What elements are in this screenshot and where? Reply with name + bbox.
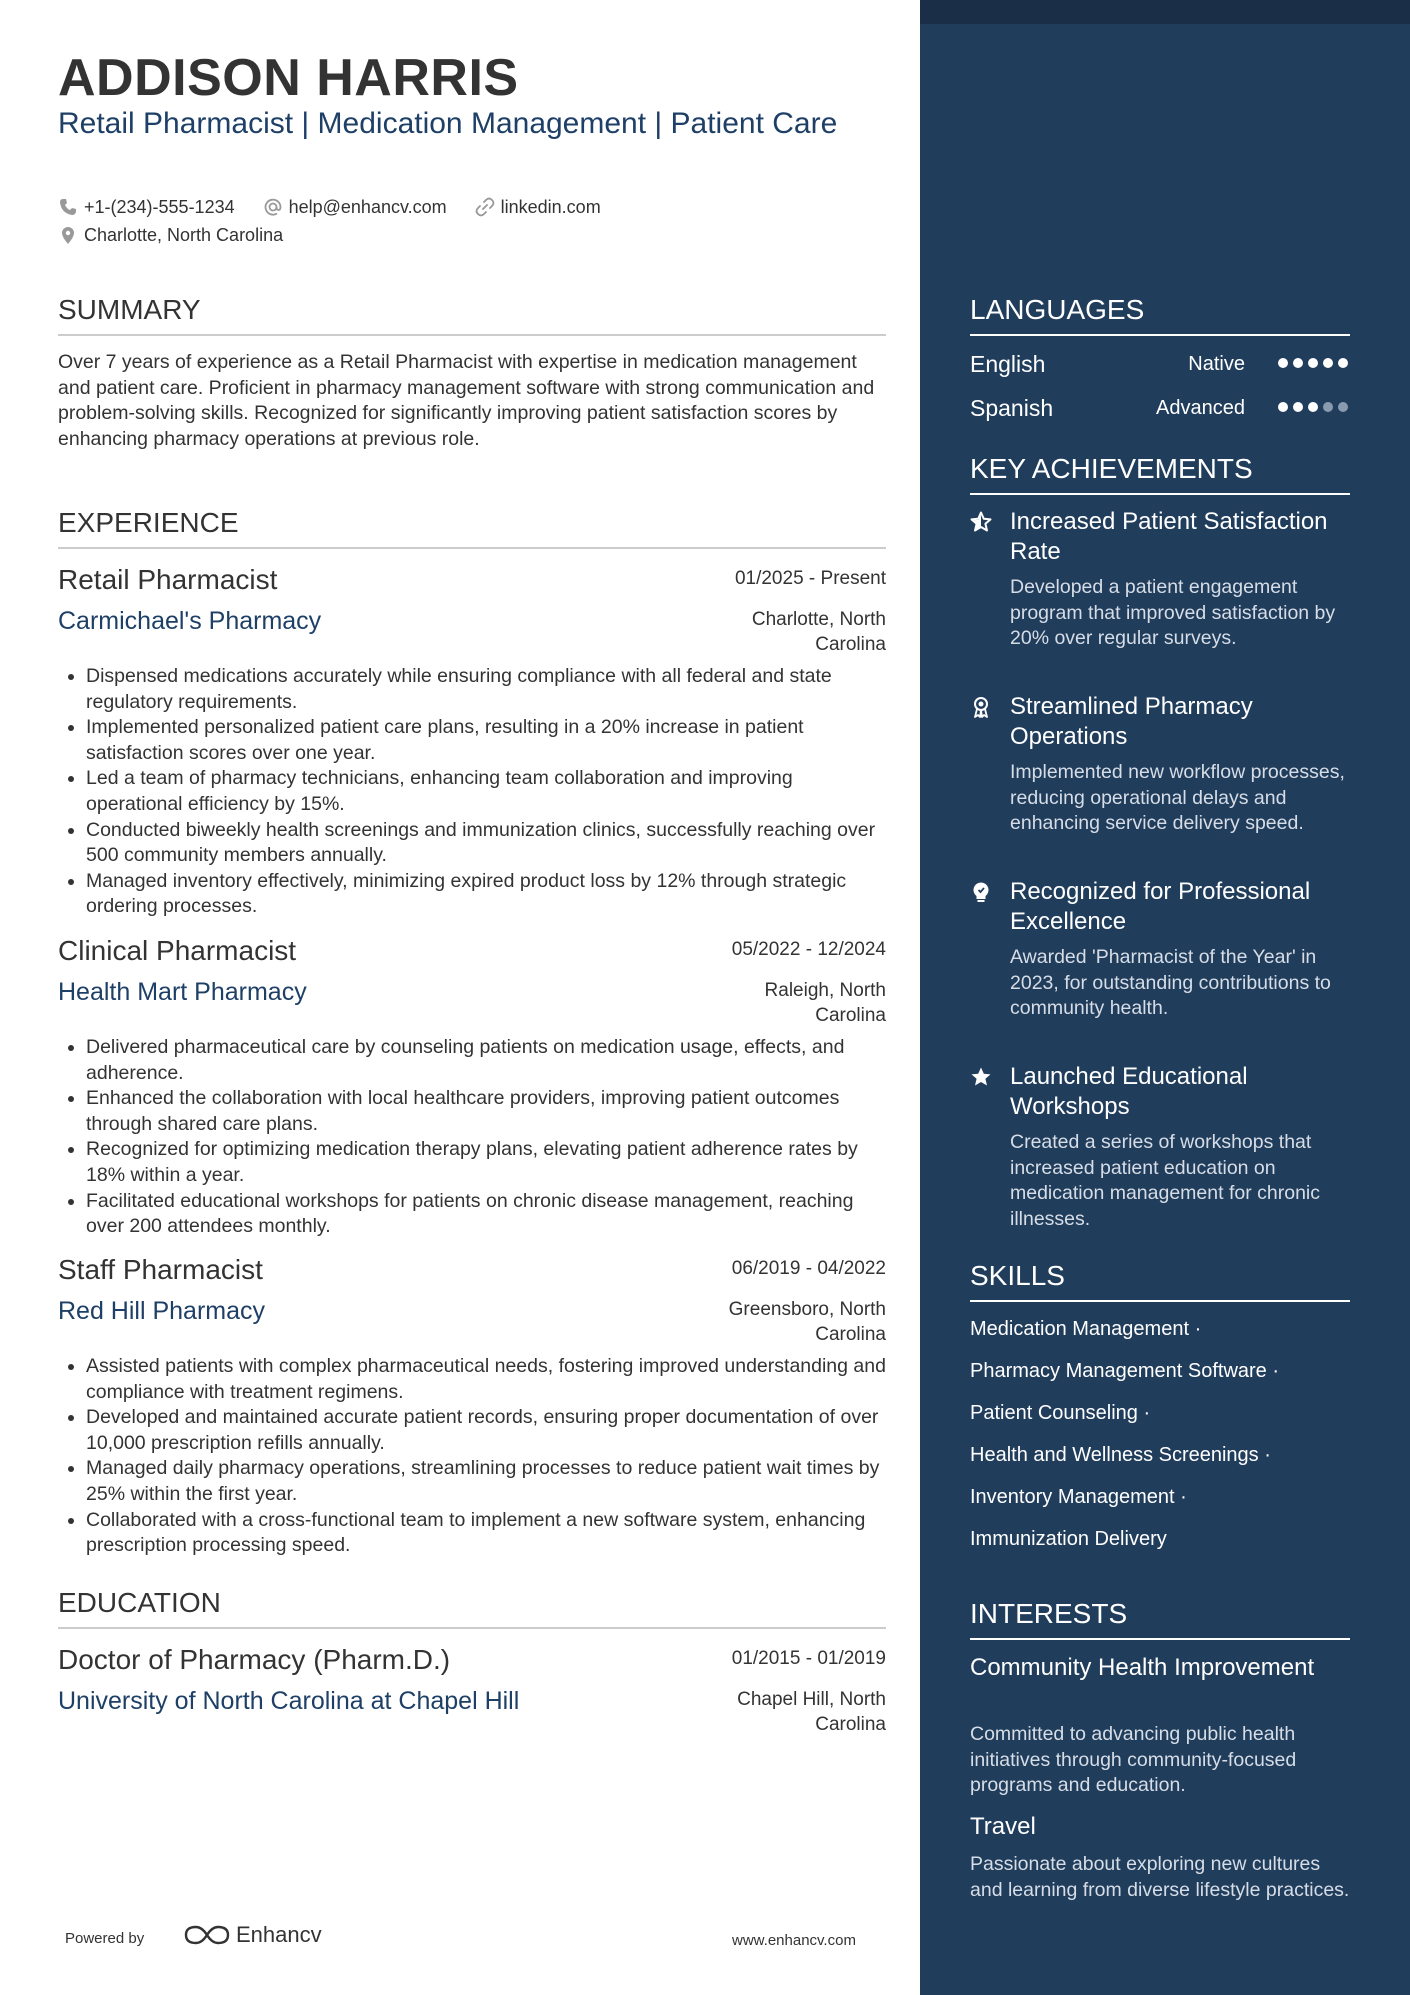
achievement-description: Developed a patient engagement program that improved satisfaction by 20% over regular surveys. xyxy=(1010,576,1336,650)
proficiency-dot xyxy=(1323,402,1333,412)
job-bullets xyxy=(58,1035,886,1240)
summary-text: Over 7 years of experience as a Retail Pharmacist with expertise in medication management and patient care. Proficient in pharmacy management software with strong communication and problem-solving skills. Recognized for significantly improving patient satisfaction scores by enhancing pharmacy operations at previous role. xyxy=(58,351,875,450)
link-icon xyxy=(475,197,495,217)
linkedin-contact[interactable] xyxy=(475,193,601,221)
lightbulb-icon xyxy=(970,881,992,903)
candidate-name: ADDISON HARRIS xyxy=(58,49,519,107)
skill-item: Health and Wellness Screenings · xyxy=(970,1444,1271,1466)
brand-name: Enhancv xyxy=(236,1922,322,1947)
bullet: • Recognized for optimizing medication therapy plans, elevating patient adherence rates by 18% within a year. xyxy=(86,1137,886,1188)
proficiency-dot xyxy=(1278,402,1288,412)
school: University of North Carolina at Chapel Hill xyxy=(58,1687,520,1715)
location-pin-icon xyxy=(58,225,78,245)
proficiency-dot xyxy=(1308,358,1318,368)
bullet: • Delivered pharmaceutical care by counseling patients on medication usage, effects, and adherence. xyxy=(86,1035,886,1086)
achievement-description: Implemented new workflow processes, reducing operational delays and enhancing service delivery speed. xyxy=(1010,761,1345,835)
enhancv-logo-icon xyxy=(184,1923,230,1947)
proficiency-dot xyxy=(1278,358,1288,368)
sidebar xyxy=(920,0,1410,1995)
bullet: • Developed and maintained accurate patient records, ensuring proper documentation of over 10,000 prescription refills annually. xyxy=(86,1405,886,1456)
skill-item: Pharmacy Management Software · xyxy=(970,1360,1280,1382)
interests-heading: INTERESTS xyxy=(970,1596,1350,1640)
job-location: Charlotte, North Carolina xyxy=(751,609,886,655)
achievement-title: Recognized for Professional Excellence xyxy=(1010,878,1311,935)
email-contact[interactable] xyxy=(263,193,447,221)
proficiency-dots xyxy=(1278,358,1348,368)
skill-item: Medication Management · xyxy=(970,1318,1202,1340)
proficiency-dot xyxy=(1293,358,1303,368)
award-icon xyxy=(970,696,992,718)
education-dates: 01/2015 - 01/2019 xyxy=(731,1648,886,1669)
proficiency-dot xyxy=(1338,358,1348,368)
bullet: • Conducted biweekly health screenings and immunization clinics, successfully reaching over 500 community members annually. xyxy=(86,818,886,869)
proficiency-dots xyxy=(1278,402,1348,412)
job-company: Red Hill Pharmacy xyxy=(58,1297,266,1325)
bullet: • Led a team of pharmacy technicians, enhancing team collaboration and improving operational efficiency by 15%. xyxy=(86,766,886,817)
bullet: • Enhanced the collaboration with local healthcare providers, improving patient outcomes through shared care plans. xyxy=(86,1086,886,1137)
achievement-description: Awarded 'Pharmacist of the Year' in 2023, for outstanding contributions to community health. xyxy=(1010,946,1331,1020)
language-level: Native xyxy=(1188,353,1245,375)
headline: Retail Pharmacist | Medication Management | Patient Care xyxy=(58,107,838,140)
job-bullets xyxy=(58,664,886,920)
job-title: Retail Pharmacist xyxy=(58,564,278,595)
sidebar-top-bar xyxy=(920,0,1410,24)
proficiency-dot xyxy=(1323,358,1333,368)
footer-url[interactable]: www.enhancv.com xyxy=(732,1932,856,1949)
interest-description: Passionate about exploring new cultures and learning from diverse lifestyle practices. xyxy=(970,1853,1350,1901)
contact-info xyxy=(58,193,601,249)
skill-item: Inventory Management · xyxy=(970,1486,1187,1508)
bullet: • Managed inventory effectively, minimizing expired product loss by 12% through strategic ordering processes. xyxy=(86,869,886,920)
job-bullets xyxy=(58,1354,886,1559)
summary-heading: SUMMARY xyxy=(58,292,886,336)
achievement-description: Created a series of workshops that increased patient education on medication management for chronic illnesses. xyxy=(1010,1131,1320,1230)
achievements-heading: KEY ACHIEVEMENTS xyxy=(970,451,1350,495)
skill-item: Immunization Delivery xyxy=(970,1528,1167,1550)
location-contact xyxy=(58,221,283,249)
degree: Doctor of Pharmacy (Pharm.D.) xyxy=(58,1644,451,1675)
language-name: English xyxy=(970,351,1046,377)
achievement-title: Launched Educational Workshops xyxy=(1010,1063,1248,1120)
job-dates: 01/2025 - Present xyxy=(734,568,886,589)
education-location: Chapel Hill, North Carolina xyxy=(737,1689,886,1735)
job-company: Carmichael's Pharmacy xyxy=(58,607,322,635)
bullet: • Implemented personalized patient care plans, resulting in a 20% increase in patient satisfaction scores over one year. xyxy=(86,715,886,766)
language-row xyxy=(970,349,1350,379)
job-location: Raleigh, North Carolina xyxy=(764,980,886,1026)
language-name: Spanish xyxy=(970,395,1054,421)
job-title: Clinical Pharmacist xyxy=(58,935,297,966)
star-icon xyxy=(970,1066,992,1088)
experience-heading: EXPERIENCE xyxy=(58,505,886,549)
bullet: • Dispensed medications accurately while ensuring compliance with all federal and state regulatory requirements. xyxy=(86,664,886,715)
skills-heading: SKILLS xyxy=(970,1258,1350,1302)
job-dates: 05/2022 - 12/2024 xyxy=(731,939,886,960)
at-sign-icon xyxy=(263,197,283,217)
interest-title: Travel xyxy=(970,1813,1036,1840)
star-outline-icon xyxy=(970,511,992,533)
phone-contact xyxy=(58,193,235,221)
language-row xyxy=(970,393,1350,423)
job-location: Greensboro, North Carolina xyxy=(728,1299,886,1345)
enhancv-logo[interactable] xyxy=(184,1922,322,1948)
bullet: • Collaborated with a cross-functional team to implement a new software system, enhancing prescription processing speed. xyxy=(86,1508,886,1559)
bullet: • Assisted patients with complex pharmaceutical needs, fostering improved understanding and compliance with treatment regimens. xyxy=(86,1354,886,1405)
job-dates: 06/2019 - 04/2022 xyxy=(731,1258,886,1279)
email-link[interactable]: help@enhancv.com xyxy=(288,197,447,217)
phone-icon xyxy=(58,197,78,217)
bullet: • Facilitated educational workshops for patients on chronic disease management, reaching over 200 attendees monthly. xyxy=(86,1189,886,1240)
bullet: • Managed daily pharmacy operations, streamlining processes to reduce patient wait times by 25% within the first year. xyxy=(86,1456,886,1507)
linkedin-link[interactable]: linkedin.com xyxy=(500,197,601,217)
proficiency-dot xyxy=(1293,402,1303,412)
skill-item: Patient Counseling · xyxy=(970,1402,1151,1424)
job-company: Health Mart Pharmacy xyxy=(58,978,307,1006)
proficiency-dot xyxy=(1338,402,1348,412)
powered-by-label: Powered by xyxy=(65,1930,145,1947)
proficiency-dot xyxy=(1308,402,1318,412)
interest-description: Committed to advancing public health initiatives through community-focused programs and education. xyxy=(970,1723,1297,1797)
achievement-title: Increased Patient Satisfaction Rate xyxy=(1010,508,1328,565)
achievement-title: Streamlined Pharmacy Operations xyxy=(1010,693,1253,750)
job-title: Staff Pharmacist xyxy=(58,1254,263,1285)
interest-title: Community Health Improvement xyxy=(970,1654,1315,1681)
languages-heading: LANGUAGES xyxy=(970,292,1350,336)
phone-text: +1-(234)-555-1234 xyxy=(84,197,235,217)
language-level: Advanced xyxy=(1156,397,1245,419)
education-heading: EDUCATION xyxy=(58,1585,886,1629)
location-text: Charlotte, North Carolina xyxy=(84,225,284,245)
